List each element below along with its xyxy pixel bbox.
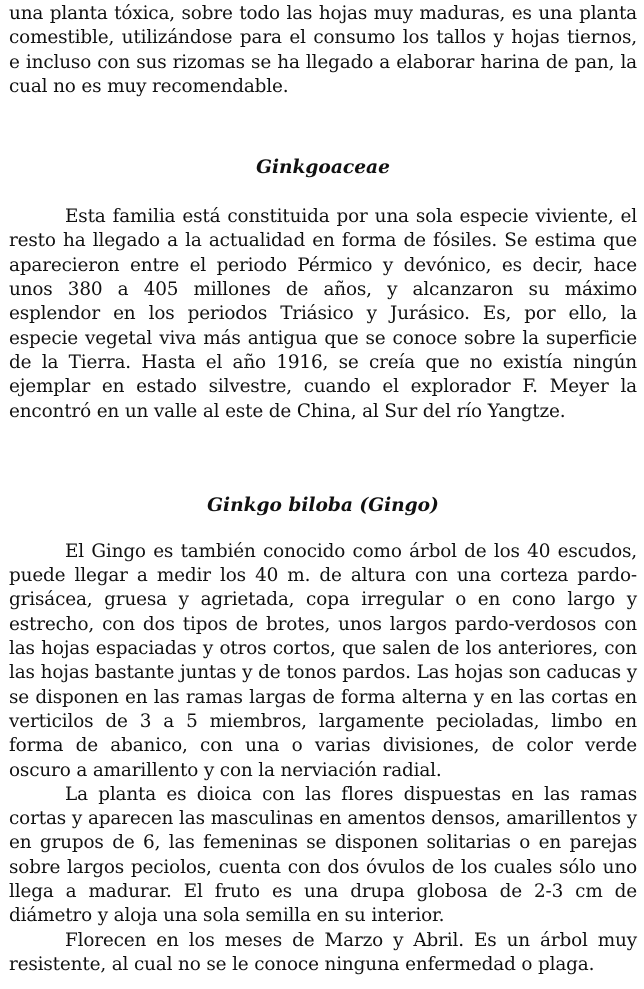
document-page	[9, 2, 637, 977]
ginkgoaceae-paragraph: Esta familia está constituida por una sola especie viviente, el resto ha llegado a la actualidad en forma de fósiles. Se estima que aparecieron entre el periodo Pérmico y devónico, es decir, hace unos 380 a 405 millones de años, y alcanzaron su máximo esplendor en los periodos Triásico y Jurásico. Es, por ello, la especie vegetal viva más antigua que se conoce sobre la superficie de la Tierra. Hasta el año 1916, se creía que no existía ningún ejemplar en estado silvestre, cuando el explorador F. Meyer la encontró en un valle al este de China, al Sur del río Yangtze.	[9, 206, 637, 422]
section-heading-ginkgoaceae: Ginkgoaceae	[256, 157, 390, 179]
ginkgo-flowers-paragraph: La planta es dioica con las flores dispuestas en las ramas cortas y aparecen las masculinas en amentos densos, amarillentos y en grupos de 6, las femeninas se disponen solitarias o en parejas sobre largos peciolos, cuenta con dos óvulos de los cuales sólo uno llega a madurar. El fruto es una drupa globosa de 2-3 cm de diámetro y aloja una sola semilla en su interior.	[9, 783, 637, 927]
section-heading-ginkgo-biloba: Ginkgo biloba (Gingo)	[207, 494, 439, 516]
ginkgo-description-paragraph: El Gingo es también conocido como árbol de los 40 escudos, puede llegar a medir los 40 m. de altura con una corteza pardo-grisácea, gruesa y agrietada, copa irregular o en cono largo y estrecho, con dos tipos de brotes, unos largos pardo-verdosos con las hojas espaciadas y otros cortos, que salen de los anteriores, con las hojas bastante juntas y de tonos pardos. Las hojas son caducas y se disponen en las ramas largas de forma alterna y en las cortas en verticilos de 3 a 5 miembros, largamente pecioladas, limbo en forma de abanico, con una o varias divisiones, de color verde oscuro a amarillento y con la nerviación radial.	[9, 540, 637, 781]
intro-paragraph: una planta tóxica, sobre todo las hojas muy maduras, es una planta comestible, utilizándose para el consumo los tallos y hojas tiernos, e incluso con sus rizomas se ha llegado a elaborar harina de pan, la cual no es muy recomendable.	[9, 3, 637, 97]
ginkgo-flowering-paragraph: Florecen en los meses de Marzo y Abril. Es un árbol muy resistente, al cual no se le conoce ninguna enfermedad o plaga.	[9, 929, 637, 975]
